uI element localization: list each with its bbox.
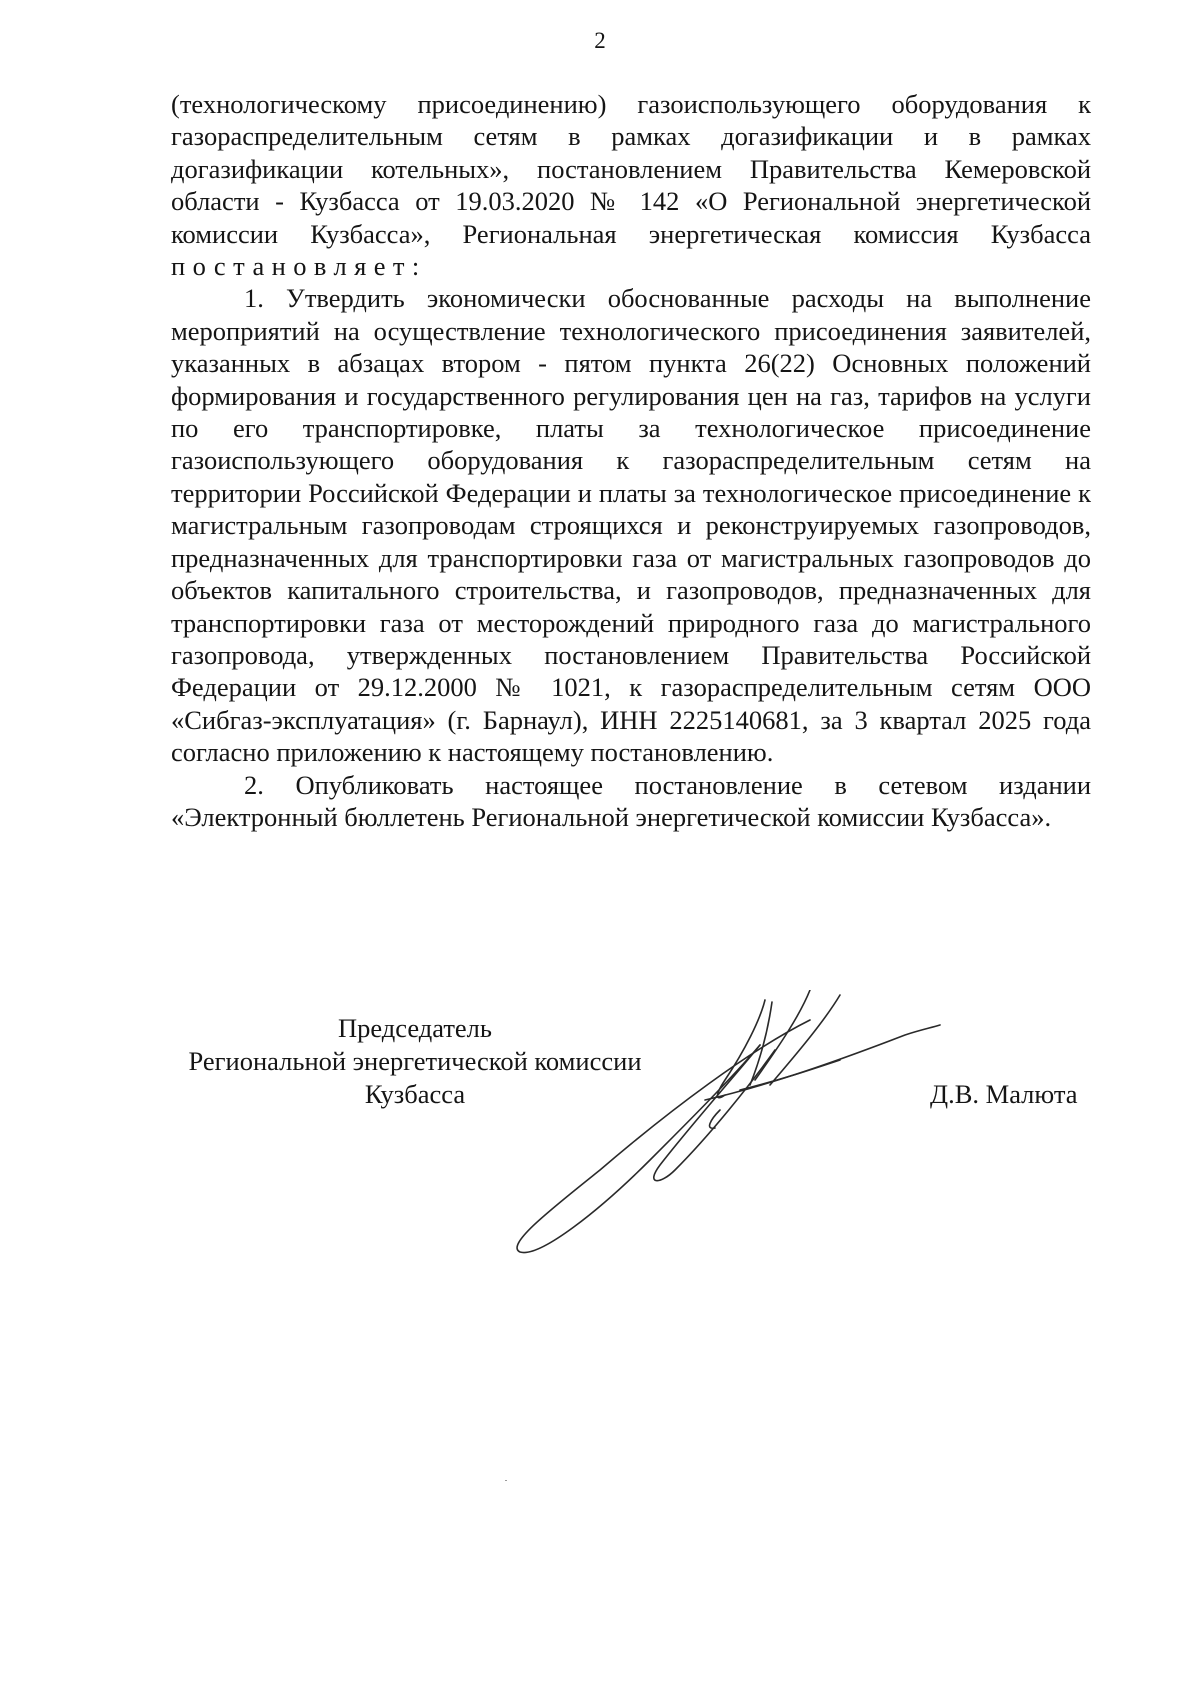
signatory-title-line-2: Региональной энергетической комиссии [188,1046,642,1076]
intro-paragraph [171,88,1091,282]
signatory-title-line-1: Председатель [338,1013,492,1043]
signer-name: Д.В. Малюта [930,1079,1078,1109]
resolution-item-2: 2. Опубликовать настоящее постановление в сетевом издании «Электронный бюллетень Региональной энергетической комиссии Кузбасса». [171,769,1091,832]
intro-text: (технологическому присоединению) газоиспользующего оборудования к газораспределительным сетям в рамках догазификации и в рамках догазификации котельных», постановлением Правительства Кемеровской области - Кузбасса от 19.03.2020 № 142 «О Региональной энергетической комиссии Кузбасса», Региональная энергетическая комиссия Кузбасса [171,89,1091,249]
page-number: 2 [594,28,606,53]
resolution-word: постановляет: [171,251,427,282]
handwritten-signature [510,990,970,1260]
scan-speck [505,1480,507,1481]
signatory-title-line-3: Кузбасса [364,1079,466,1109]
document-body [171,88,1091,833]
resolution-item-1: 1. Утвердить экономически обоснованные расходы на выполнение мероприятий на осуществление технологического присоединения заявителей, указанных в абзацах втором - пятом пункта 26(22) Основных положений формирования и государственного регулирования цен на газ, тарифов на услуги по его транспортировке, платы за технологическое присоединение газоиспользующего оборудования к газораспределительным сетям на территории Российской Федерации и платы за технологическое присоединение к магистральным газопроводам строящихся и реконструируемых газопроводов, предназначенных для транспортировки газа от магистральных газопроводов до объектов капитального строительства, и газопроводов, предназначенных для транспортировки газа от месторождений природного газа до магистрального газопровода, утвержденных постановлением Правительства Российской Федерации от 29.12.2000 № 1021, к газораспределительным сетям ООО «Сибгаз-эксплуатация» (г. Барнаул), ИНН 2225140681, за 3 квартал 2025 года согласно приложению к настоящему постановлению. [171,283,1091,768]
